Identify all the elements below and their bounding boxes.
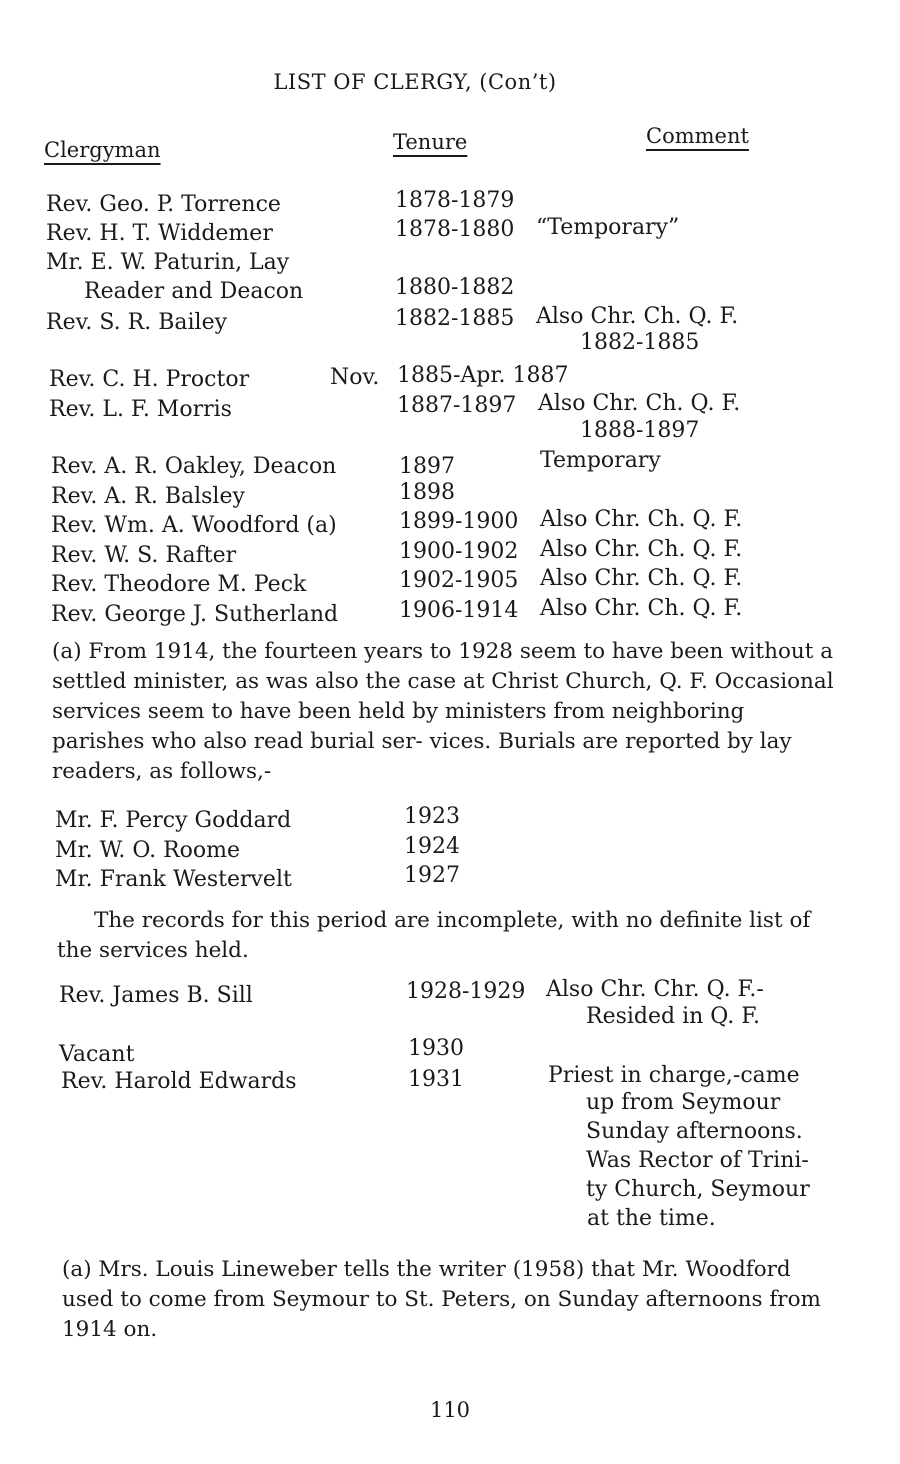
table-row [0,416,900,445]
clergy-tenure: 1882-1885 [395,306,515,331]
clergy-name: Mr. E. W. Paturin, Lay [46,250,290,275]
table-row [0,1002,900,1031]
clergy-tenure: 1906-1914 [399,598,519,623]
clergy-comment: Resided in Q. F. [586,1004,761,1029]
table-row [0,507,900,540]
clergy-tenure: 1899-1900 [399,509,519,534]
clergy-comment: Also Chr. Chr. Q. F.- [546,977,764,1002]
clergy-name: Rev. James B. Sill [59,983,253,1008]
table-row [0,566,900,599]
clergy-comment: ty Church, Seymour [586,1177,810,1202]
clergy-name: Reader and Deacon [84,279,304,304]
clergy-tenure: 1902-1905 [399,568,519,593]
clergy-name: Rev. Wm. A. Woodford (a) [51,513,337,538]
clergy-tenure: 1885-Apr. 1887 [397,363,569,388]
clergy-tenure-prefix: Nov. [330,365,380,390]
table-row [0,1204,900,1233]
list-item [0,806,900,835]
table-row [0,1088,900,1117]
clergy-name: Rev. A. R. Oakley, Deacon [51,454,337,479]
clergy-tenure: 1931 [408,1067,464,1092]
note-1914-paragraph: (a) From 1914, the fourteen years to 1928 seem to have been without a settled minister, as was also the case at Christ Church, Q. F. Occasional services seem to have been held by ministers from neighboring parishes who also read burial ser- vices. Burials are reported by lay readers, as follows,- [52,639,834,784]
clergy-comment: at the time. [587,1206,716,1231]
table-row [0,277,900,306]
table-row [0,596,900,629]
note-woodford-paragraph: (a) Mrs. Louis Lineweber tells the writer (1958) that Mr. Woodford used to come from Seymour to St. Peters, on Sunday afternoons from 1914 on. [62,1257,821,1342]
table-row [0,328,900,357]
clergy-comment: 1882-1885 [580,330,700,355]
header-tenure: Tenure [393,130,468,154]
clergy-tenure: 1928-1929 [406,979,526,1004]
clergy-name: Rev. S. R. Bailey [46,310,228,335]
clergy-tenure: 1897 [399,454,455,479]
clergy-comment: up from Seymour [586,1090,781,1115]
clergy-name: Rev. Theodore M. Peck [51,572,307,597]
page-title: LIST OF CLERGY, (Con’t) [273,70,557,94]
clergy-comment: Priest in charge,-came [548,1063,800,1088]
table-row [0,448,900,481]
lay-reader-name: Mr. F. Percy Goddard [55,808,292,833]
clergy-name: Rev. W. S. Rafter [51,543,237,568]
lay-reader-name: Mr. Frank Westervelt [55,867,292,892]
clergy-comment: Temporary [540,448,661,473]
clergy-tenure: 1878-1879 [395,188,515,213]
clergy-tenure: 1898 [399,480,455,505]
clergy-comment: Also Chr. Ch. Q. F. [536,304,739,329]
table-row [0,1146,900,1175]
lay-reader-name: Mr. W. O. Roome [55,838,241,863]
clergy-comment: Also Chr. Ch. Q. F. [540,596,743,621]
table-row [0,215,900,248]
clergy-name: Rev. Geo. P. Torrence [46,192,281,217]
clergy-name: Rev. C. H. Proctor [49,367,250,392]
clergy-comment: Also Chr. Ch. Q. F. [540,507,743,532]
table-row [0,1117,900,1146]
lay-reader-year: 1927 [404,863,460,888]
header-clergyman: Clergyman [44,138,161,162]
list-item [0,865,900,894]
clergy-name: Rev. George J. Sutherland [51,602,339,627]
clergy-tenure: 1930 [408,1036,464,1061]
page-number: 110 [429,1398,471,1422]
clergy-comment: Also Chr. Ch. Q. F. [538,391,741,416]
clergy-comment: Sunday afternoons. [586,1119,803,1144]
header-comment: Comment [646,124,749,148]
clergy-name: Rev. Harold Edwards [61,1069,297,1094]
lay-reader-year: 1923 [404,804,460,829]
lay-reader-year: 1924 [404,834,460,859]
clergy-tenure: 1878-1880 [395,217,515,242]
clergy-name: Rev. L. F. Morris [49,397,232,422]
clergy-comment: Also Chr. Ch. Q. F. [540,537,743,562]
clergy-comment: “Temporary” [536,215,680,240]
table-row [0,365,900,394]
clergy-name: Rev. H. T. Widdemer [46,221,273,246]
records-note-paragraph: The records for this period are incomplete, with no definite list of the services held. [57,908,811,963]
clergy-tenure: 1900-1902 [399,539,519,564]
clergy-tenure: 1880-1882 [395,275,515,300]
clergy-name: Rev. A. R. Balsley [51,484,245,509]
clergy-comment: 1888-1897 [580,418,700,443]
clergy-comment: Was Rector of Trini- [586,1148,809,1173]
clergy-tenure: 1887-1897 [397,393,517,418]
clergy-comment: Also Chr. Ch. Q. F. [540,566,743,591]
clergy-name: Vacant [59,1042,135,1067]
table-row [0,1175,900,1204]
